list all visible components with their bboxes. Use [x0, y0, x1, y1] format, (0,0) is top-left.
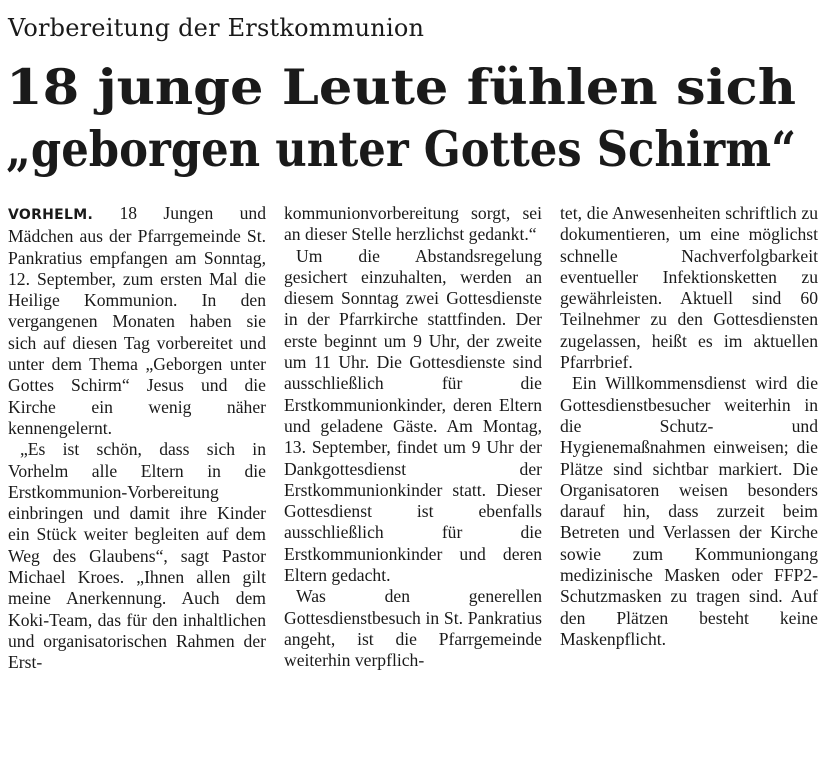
paragraph-continuation: kommunionvorbereitung sorgt, sei an dieser Stelle herzlichst gedankt.“	[284, 203, 542, 245]
paragraph-intro	[8, 203, 266, 439]
article-column-2	[284, 203, 542, 672]
paragraph-intro-text: 18 Jungen und Mädchen aus der Pfarrgemeinde St. Pankratius empfangen am Sonntag, 12. September, zum ersten Mal die Heilige Kommunion. In den vergangenen Monaten haben sie sich auf diesen Tag vorbereitet und unter dem Thema „Geborgen unter Gottes Schirm“ Jesus und die Kirche ein wenig näher kennengelernt.	[8, 203, 267, 438]
article-kicker: Vorbereitung der Erstkommunion	[8, 14, 425, 42]
paragraph-continuation-2: tet, die Anwesenheiten schriftlich zu dokumentieren, um eine möglichst schnelle Nachverfolgbarkeit eventueller Infektionsketten zu gewährleisten. Aktuell sind 60 Teilnehmer zu den Gottesdiensten zugelassen, heißt es im aktuellen Pfarrbrief.	[560, 203, 818, 373]
article-column-1	[8, 203, 266, 674]
dateline: VORHELM.	[8, 207, 94, 223]
headline-line-2: „geborgen unter Gottes Schirm“	[6, 120, 796, 178]
article-column-3	[560, 203, 818, 650]
paragraph-attendance: Was den generellen Gottesdienstbesuch in St. Pankratius angeht, ist die Pfarrgemeinde weiterhin verpflich-	[284, 586, 542, 671]
paragraph-welcome-service: Ein Willkommensdienst wird die Gottesdienstbesucher weiterhin in die Schutz- und Hygienemaßnahmen einweisen; die Plätze sind sichtbar markiert. Die Organisatoren weisen besonders darauf hin, dass zurzeit beim Betreten und Verlassen der Kirche sowie zum Kommuniongang medizinische Masken oder FFP2-Schutzmasken zu tragen sind. Auf den Plätzen besteht keine Maskenpflicht.	[560, 373, 818, 649]
article-headline	[6, 56, 821, 180]
headline-line-1: 18 junge Leute fühlen sich	[6, 58, 796, 116]
paragraph-services: Um die Abstandsregelung gesichert einzuhalten, werden an diesem Sonntag zwei Gottesdienste in der Pfarrkirche stattfinden. Der erste beginnt um 9 Uhr, der zweite um 11 Uhr. Die Gottesdienste sind ausschließlich für die Erstkommunionkinder, deren Eltern und geladene Gäste. Am Montag, 13. September, findet um 9 Uhr der Dankgottesdienst der Erstkommunionkinder statt. Dieser Gottesdienst ist ebenfalls ausschließlich für die Erstkommunionkinder und deren Eltern gedacht.	[284, 245, 542, 586]
paragraph-quote: „Es ist schön, dass sich in Vorhelm alle Eltern in die Erstkommunion-Vorbereitung einbringen und damit ihre Kinder ein Stück weiter begleiten auf dem Weg des Glaubens“, sagt Pastor Michael Kroes. „Ihnen allen gilt meine Anerkennung. Auch dem Koki-Team, das für den inhaltlichen und organisatorischen Rahmen der Erst-	[8, 439, 266, 673]
